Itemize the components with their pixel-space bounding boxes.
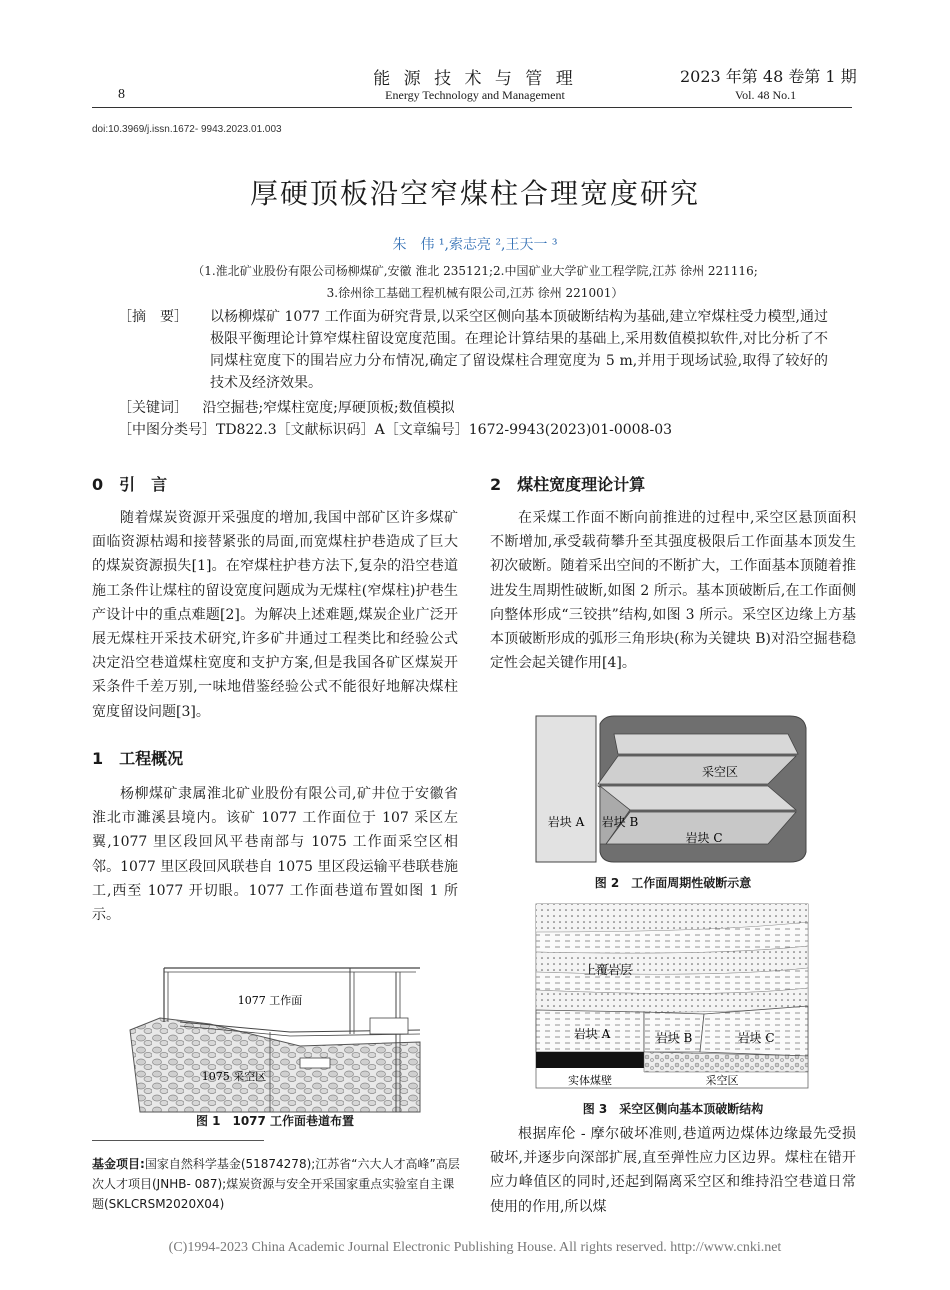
figure-3-label-block-b: 岩块 B: [655, 1031, 693, 1045]
figure-2-label-block-c: 岩块 C: [685, 831, 723, 845]
section-2-paragraph-2: 根据库伦 - 摩尔破坏准则,巷道两边煤体边缘最先受损破坏,并逐步向深部扩展,直至弹性应力区边界。煤柱在错开应力峰值区的同时,还起到隔离采空区和维持沿空巷道日常使用的作用,所以煤: [490, 1126, 856, 1215]
paper-title: 厚硬顶板沿空窄煤柱合理宽度研究: [249, 177, 700, 210]
journal-title-cn: 能 源 技 术 与 管 理: [373, 69, 577, 89]
figure-2-label-goaf: 采空区: [701, 765, 739, 779]
keywords: [118, 397, 455, 417]
figure-1-roadway-layout: [120, 962, 436, 1114]
section-1-paragraph: 杨柳煤矿隶属淮北矿业股份有限公司,矿井位于安徽省淮北市濉溪县境内。该矿 1077 工作面位于 107 采区左翼,1077 里区段回风平巷南部与 1075 工作面采空区相邻。1077 里区段回风联巷自 1075 里区段运输平巷联巷施工,西至 1077 开切眼。1077 工作面巷道布置如图 1 所示。: [92, 786, 458, 924]
journal-title-en: Energy Technology and Management: [385, 88, 565, 102]
footnote-rule: [92, 1140, 264, 1141]
figure-3-label-goaf: 采空区: [705, 1074, 739, 1087]
figure-3-label-coal-wall: 实体煤壁: [568, 1074, 612, 1087]
figure-2-label-block-a: 岩块 A: [547, 815, 585, 829]
page-number: 8: [118, 87, 125, 102]
affiliation-line-2: 3.徐州徐工基础工程机械有限公司,江苏 徐州 221001）: [326, 286, 624, 300]
figure-3-caption: 图 3 采空区侧向基本顶破断结构: [582, 1102, 764, 1116]
section-1-heading: 1 工程概况: [92, 749, 184, 768]
abstract-text: 以杨柳煤矿 1077 工作面为研究背景,以采空区侧向基本顶破断结构为基础,建立窄煤柱受力模型,通过极限平衡理论计算窄煤柱留设宽度范围。在理论计算结果的基础上,采用数值模拟软件,对比分析了不同煤柱宽度下的围岩应力分布情况,确定了留设煤柱合理宽度为 5 m,并用于现场试验,取得了较好的技术及经济效果。: [210, 309, 828, 391]
section-2-body-continued: [490, 1122, 856, 1219]
issue-info-cn: 2023 年第 48 卷第 1 期: [680, 67, 857, 86]
figure-2-label-block-b: 岩块 B: [601, 815, 639, 829]
section-1-body: [92, 782, 458, 927]
keywords-label: ［关键词］: [118, 400, 188, 416]
authors[interactable]: 朱 伟 ¹,索志亮 ²,王天一 ³: [392, 237, 558, 253]
figure-2-caption: 图 2 工作面周期性破断示意: [594, 876, 752, 890]
figure-1-caption: 图 1 1077 工作面巷道布置: [195, 1114, 355, 1128]
affiliation-line-1: （1.淮北矿业股份有限公司杨柳煤矿,安徽 淮北 235121;2.中国矿业大学矿业工程学院,江苏 徐州 221116;: [192, 264, 758, 278]
figure-3-label-block-c: 岩块 C: [737, 1031, 775, 1045]
doi[interactable]: doi:10.3969/j.issn.1672- 9943.2023.01.003: [92, 124, 282, 135]
header-rule: [92, 107, 852, 108]
figure-1-label-goaf: 1075 采空区: [201, 1070, 267, 1083]
funding-note: [92, 1154, 462, 1214]
section-2-body: [490, 506, 856, 675]
section-2-heading: 2 煤柱宽度理论计算: [490, 475, 646, 494]
copyright-footer: (C)1994-2023 China Academic Journal Electronic Publishing House. All rights reserved. http://www.cnki.net: [168, 1240, 782, 1255]
section-0-body: [92, 506, 458, 724]
classification-line: ［中图分类号］TD822.3［文献标识码］A［文章编号］1672-9943(2023)01-0008-03: [118, 422, 673, 438]
figure-3-label-block-a: 岩块 A: [573, 1027, 611, 1041]
issue-info-en: Vol. 48 No.1: [735, 88, 797, 102]
keywords-text: 沿空掘巷;窄煤柱宽度;厚硬顶板;数值模拟: [202, 400, 455, 416]
funding-text: 国家自然科学基金(51874278);江苏省“六大人才高峰”高层次人才项目(JNHB- 087);煤炭资源与安全开采国家重点实验室自主课题(SKLCRSM2020X04): [92, 1157, 460, 1211]
section-0-heading: 0 引 言: [92, 475, 168, 494]
funding-label: 基金项目:: [92, 1157, 145, 1171]
section-2-paragraph-1: 在采煤工作面不断向前推进的过程中,采空区悬顶面积不断增加,承受载荷攀升至其强度极限后工作面基本顶发生初次破断。随着采出空间的不断扩大，工作面基本顶随着推进发生周期性破断,如图 2 所示。基本顶破断后,在工作面侧向整体形成“三铰拱”结构,如图 3 所示。采空区边缘上方基本顶破断形成的弧形三角形块(称为关键块 B)对沿空掘巷稳定性会起关键作用[4]。: [490, 510, 856, 672]
figure-2-periodic-breakage: [534, 714, 810, 864]
figure-3-lateral-structure: [534, 902, 810, 1092]
section-0-paragraph: 随着煤炭资源开采强度的增加,我国中部矿区许多煤矿面临资源枯竭和接替紧张的局面,而宽煤柱护巷造成了巨大的煤炭资源损失[1]。在窄煤柱护巷方法下,复杂的沿空巷道施工条件让煤柱的留设宽度问题成为无煤柱(窄煤柱)护巷生产设计中的重点难题[2]。为解决上述难题,煤炭企业广泛开展无煤柱开采技术研究,许多矿井通过工程类比和经验公式决定沿空巷道煤柱宽度和支护方案,但是我国各矿区煤炭开采条件千差万别,一味地借鉴经验公式不能很好地解决煤柱宽度留设问题[3]。: [92, 510, 458, 720]
figure-3-label-overburden: 上覆岩层: [583, 963, 633, 977]
figure-1-label-face: 1077 工作面: [237, 994, 303, 1007]
abstract-label: ［摘 要］: [118, 309, 188, 325]
